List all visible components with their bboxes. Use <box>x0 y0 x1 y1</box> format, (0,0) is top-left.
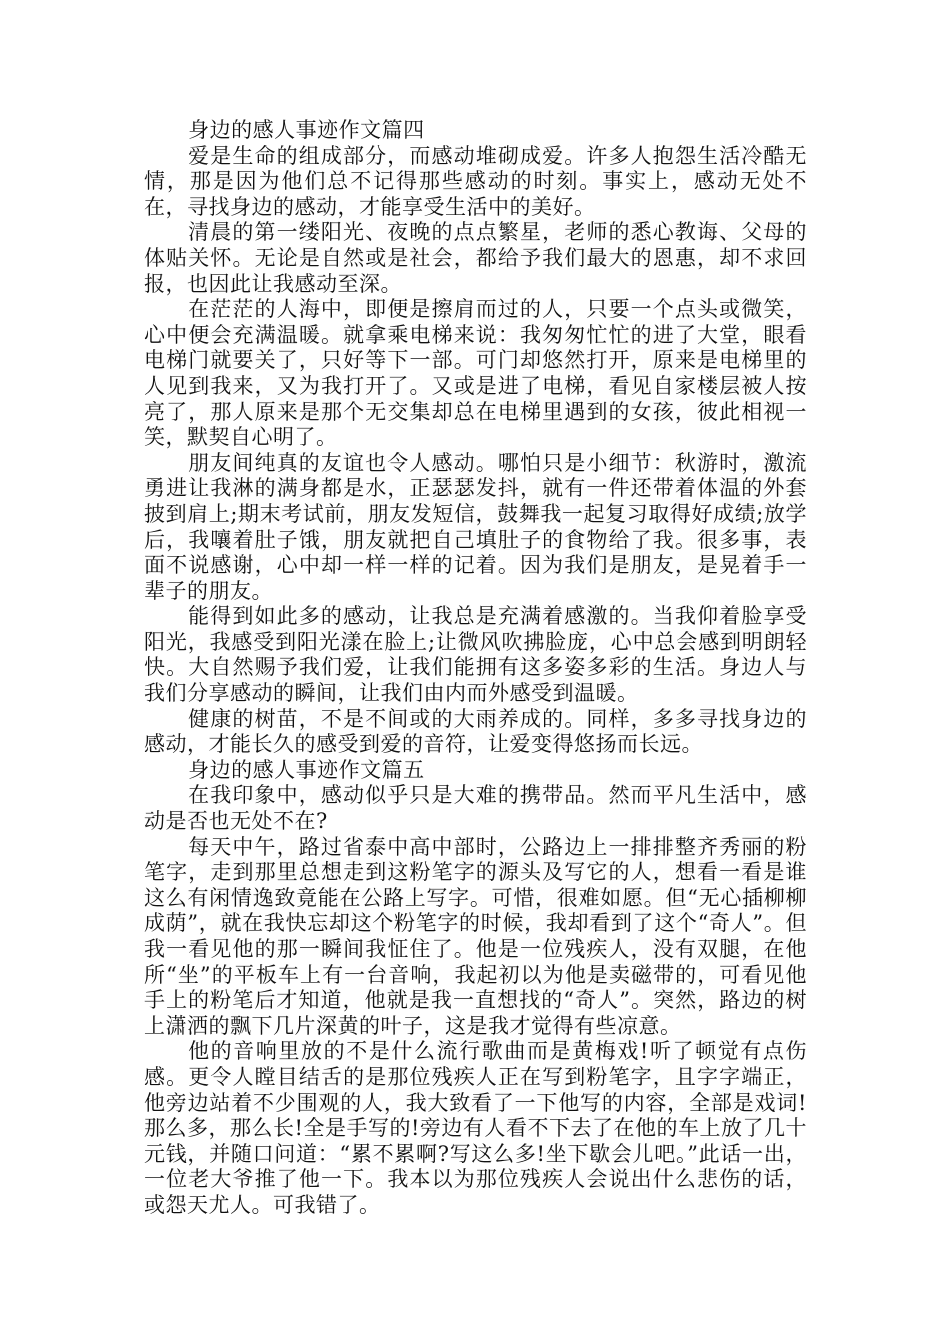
paragraph: 在我印象中，感动似乎只是大难的携带品。然而平凡生活中，感动是否也无处不在? <box>144 783 807 834</box>
paragraph: 能得到如此多的感动，让我总是充满着感激的。当我仰着脸享受阳光，我感受到阳光漾在脸上;让微风吹拂脸庞，心中总会感到明朗轻快。大自然赐予我们爱，让我们能拥有这多姿多彩的生活。身边人与我们分享感动的瞬间，让我们由内而外感受到温暖。 <box>144 604 807 706</box>
section-heading-5: 身边的感人事迹作文篇五 <box>188 757 425 782</box>
paragraph: 清晨的第一缕阳光、夜晚的点点繁星，老师的悉心教诲、父母的体贴关怀。无论是自然或是社会，都给予我们最大的恩惠，却不求回报，也因此让我感动至深。 <box>144 220 807 296</box>
section-heading-4: 身边的感人事迹作文篇四 <box>188 118 425 142</box>
paragraph: 他的音响里放的不是什么流行歌曲而是黄梅戏!听了顿觉有点伤感。更令人瞠目结舌的是那位残疾人正在写到粉笔字，且字字端正，他旁边站着不少围观的人，我大致看了一下他写的内容，全部是戏词!那么多，那么长!全是手写的!旁边有人看不下去了在他的车上放了几十元钱，并随口问道：“累不累啊?写这么多!坐下歇会儿吧。”此话一出，一位老大爷推了他一下。我本以为那位残疾人会说出什么悲伤的话，或怨天尤人。可我错了。 <box>144 1039 807 1217</box>
document-body <box>144 118 807 1219</box>
paragraph: 朋友间纯真的友谊也令人感动。哪怕只是小细节：秋游时，激流勇进让我淋的满身都是水，正瑟瑟发抖，就有一件还带着体温的外套披到肩上;期末考试前，朋友发短信，鼓舞我一起复习取得好成绩;放学后，我嚷着肚子饿，朋友就把自己填肚子的食物给了我。很多事，表面不说感谢，心中却一样一样的记着。因为我们是朋友，是晃着手一辈子的朋友。 <box>144 450 807 603</box>
paragraph: 健康的树苗，不是不间或的大雨养成的。同样，多多寻找身边的感动，才能长久的感受到爱的音符，让爱变得悠扬而长远。 <box>144 706 807 757</box>
paragraph: 每天中午，路过省泰中高中部时，公路边上一排排整齐秀丽的粉笔字，走到那里总想走到这粉笔字的源头及写它的人，想看一看是谁这么有闲情逸致竟能在公路上写字。可惜，很难如愿。但“无心插柳柳成荫”，就在我快忘却这个粉笔字的时候，我却看到了这个“奇人”。但我一看见他的那一瞬间我怔住了。他是一位残疾人，没有双腿，在他所“坐”的平板车上有一台音响，我起初以为他是卖磁带的，可看见他手上的粉笔后才知道，他就是我一直想找的“奇人”。突然，路边的树上潇洒的飘下几片深黄的叶子，这是我才觉得有些凉意。 <box>144 834 807 1038</box>
paragraph: 在茫茫的人海中，即便是擦肩而过的人，只要一个点头或微笑，心中便会充满温暖。就拿乘电梯来说：我匆匆忙忙的进了大堂，眼看电梯门就要关了，只好等下一部。可门却悠然打开，原来是电梯里的人见到我来，又为我打开了。又或是进了电梯，看见自家楼层被人按亮了，那人原来是那个无交集却总在电梯里遇到的女孩，彼此相视一笑，默契自心明了。 <box>144 297 807 450</box>
paragraph: 爱是生命的组成部分，而感动堆砌成爱。许多人抱怨生活冷酷无情，那是因为他们总不记得那些感动的时刻。事实上，感动无处不在，寻找身边的感动，才能享受生活中的美好。 <box>144 143 807 219</box>
